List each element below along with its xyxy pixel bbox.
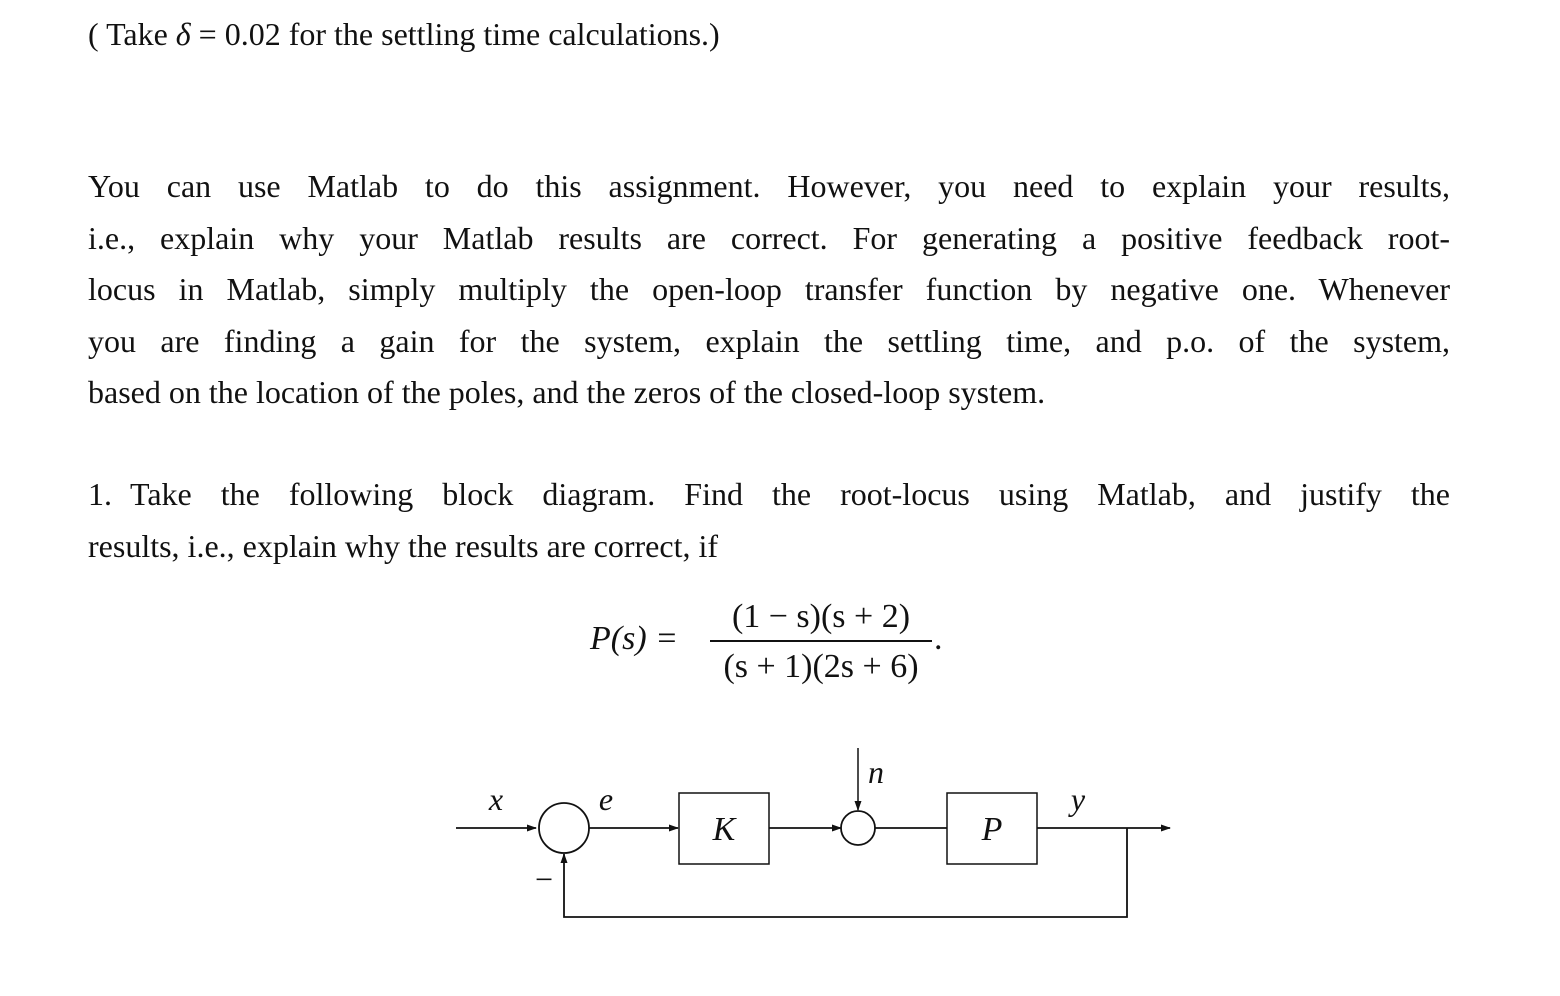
noise-label: n	[868, 754, 884, 790]
equation-period: .	[934, 620, 943, 657]
problem-line	[88, 469, 1450, 521]
equation-denominator: (s + 1)(2s + 6)	[723, 648, 919, 685]
intro-line: You can use Matlab to do this assignment. However, you need to explain your results,	[88, 168, 1450, 204]
problem-paragraph	[88, 469, 1450, 572]
fraction-bar	[710, 640, 932, 642]
intro-line: based on the location of the poles, and the zeros of the closed-loop system.	[88, 374, 1046, 410]
settling-time-note	[88, 12, 720, 56]
feedback-sign-label: −	[534, 861, 554, 897]
equation-lhs: P(s) =	[590, 620, 679, 657]
note-middle: = 0.02 for the settling time calculations.)	[190, 16, 720, 52]
plant-label: P	[981, 811, 1003, 848]
input-label: x	[488, 781, 504, 817]
feedback-path	[564, 828, 1127, 917]
problem-line: results, i.e., explain why the results are correct, if	[88, 527, 718, 564]
problem-line-text: Take the following block diagram. Find the root-locus using Matlab, and justify the	[130, 476, 1450, 512]
summing-junction-1	[539, 803, 589, 853]
equation-fraction	[710, 594, 932, 690]
delta-symbol: δ	[175, 16, 191, 52]
intro-line: locus in Matlab, simply multiply the open-loop transfer function by negative one. Whenever	[88, 271, 1450, 307]
note-prefix: ( Take	[88, 16, 176, 52]
equation-numerator: (1 − s)(s + 2)	[731, 598, 911, 635]
error-label: e	[598, 781, 614, 817]
feedback-block-diagram	[440, 730, 1200, 940]
output-label: y	[1070, 781, 1086, 817]
summing-junction-2	[841, 811, 875, 845]
controller-label: K	[712, 811, 736, 848]
intro-line: you are finding a gain for the system, explain the settling time, and p.o. of the system,	[88, 322, 1450, 359]
intro-paragraph	[88, 161, 1450, 419]
intro-line: i.e., explain why your Matlab results are correct. For generating a positive feedback root-	[88, 219, 1450, 256]
problem-number: 1.	[88, 476, 112, 512]
